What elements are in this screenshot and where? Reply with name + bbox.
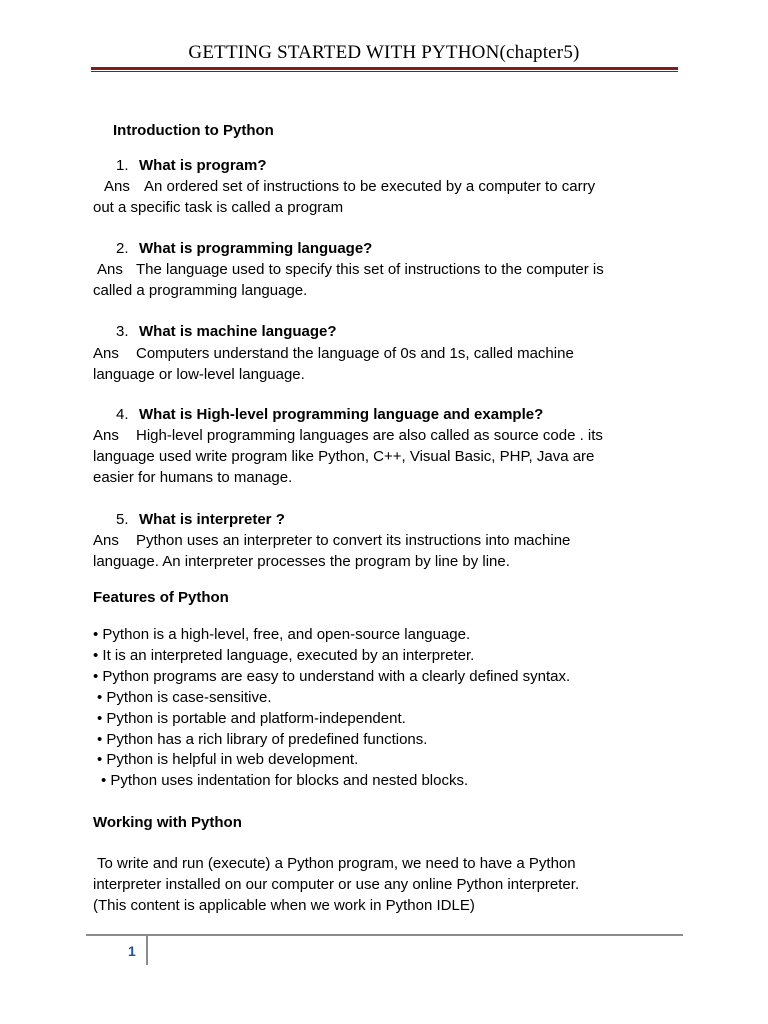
question-number: 5. [116, 511, 129, 528]
question-text: What is High-level programming language and example? [139, 406, 544, 423]
answer-line: Computers understand the language of 0s and 1s, called machine [136, 345, 574, 362]
answer-line: language used write program like Python, C++, Visual Basic, PHP, Java are [93, 448, 595, 465]
answer-line: easier for humans to manage. [93, 469, 293, 486]
header-rule [91, 67, 678, 70]
answer-label: Ans [93, 345, 119, 362]
section-heading-working: Working with Python [93, 814, 242, 831]
question-number: 1. [116, 157, 129, 174]
answer-line: out a specific task is called a program [93, 199, 344, 216]
feature-bullet: • Python is helpful in web development. [97, 751, 359, 768]
answer-line: language or low-level language. [93, 366, 305, 383]
question-text: What is machine language? [139, 323, 337, 340]
answer-line: An ordered set of instructions to be executed by a computer to carry [144, 178, 596, 195]
feature-bullet: • Python has a rich library of predefined functions. [97, 731, 428, 748]
answer-line: called a programming language. [93, 282, 308, 299]
feature-bullet: • Python programs are easy to understand with a clearly defined syntax. [93, 668, 571, 685]
answer-line: The language used to specify this set of instructions to the computer is [136, 261, 604, 278]
answer-label: Ans [93, 427, 119, 444]
question-text: What is interpreter ? [139, 511, 285, 528]
feature-bullet: • Python is case-sensitive. [97, 689, 272, 706]
section-heading-introduction: Introduction to Python [113, 122, 274, 139]
question-number: 4. [116, 406, 129, 423]
question-number: 2. [116, 240, 129, 257]
footer-divider [146, 934, 148, 965]
footer-rule [86, 934, 683, 936]
answer-line: High-level programming languages are also called as source code . its [136, 427, 603, 444]
page-number: 1 [128, 943, 136, 959]
question-text: What is program? [139, 157, 267, 174]
answer-label: Ans [93, 532, 119, 549]
answer-line: language. An interpreter processes the program by line by line. [93, 553, 510, 570]
section-heading-features: Features of Python [93, 589, 229, 606]
paragraph-line: To write and run (execute) a Python program, we need to have a Python [97, 855, 576, 872]
question-text: What is programming language? [139, 240, 373, 257]
feature-bullet: • It is an interpreted language, executed by an interpreter. [93, 647, 475, 664]
paragraph-line: (This content is applicable when we work in Python IDLE) [93, 897, 475, 914]
feature-bullet: • Python is a high-level, free, and open-source language. [93, 626, 471, 643]
feature-bullet: • Python uses indentation for blocks and nested blocks. [101, 772, 469, 789]
page-title: GETTING STARTED WITH PYTHON(chapter5) [188, 42, 580, 63]
answer-line: Python uses an interpreter to convert its instructions into machine [136, 532, 571, 549]
answer-label: Ans [97, 261, 123, 278]
answer-label: Ans [104, 178, 130, 195]
paragraph-line: interpreter installed on our computer or use any online Python interpreter. [93, 876, 580, 893]
feature-bullet: • Python is portable and platform-independent. [97, 710, 406, 727]
question-number: 3. [116, 323, 129, 340]
header-rule-thin [91, 71, 678, 72]
